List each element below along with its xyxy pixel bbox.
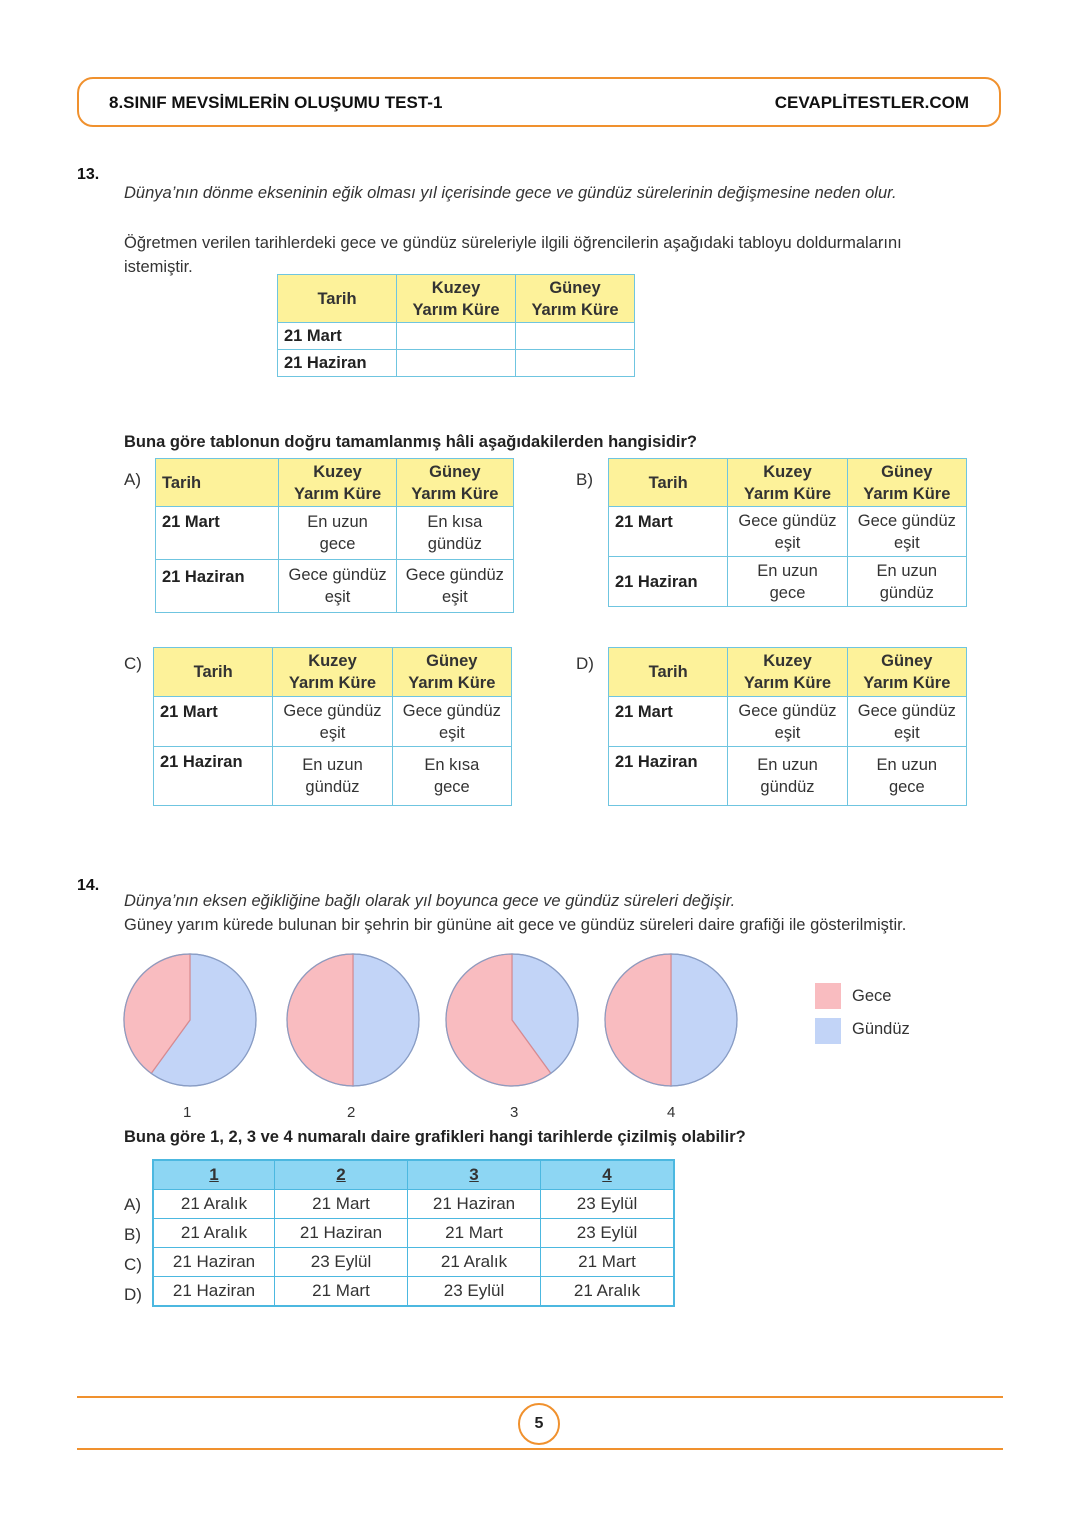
footer-divider-bottom [77,1448,1003,1450]
col-header-1: 1 [153,1160,275,1190]
cell: En uzun gece [279,507,396,560]
empty-cell [397,323,516,350]
cell: En kısa gece [392,747,511,806]
pie-label-3: 3 [510,1104,519,1121]
row-21-haziran: 21 Haziran [278,350,397,377]
option-b-label[interactable]: B) [576,470,593,489]
header-tarih: Tarih [154,648,273,697]
empty-cell [516,350,635,377]
pie-2-gece-slice [287,954,353,1086]
cell: En uzun gece [847,747,966,806]
page-header [77,77,1001,127]
header-kuzey: Kuzey Yarım Küre [273,648,392,697]
option-d-label[interactable]: D) [576,654,594,673]
pie-label-1: 1 [183,1104,192,1121]
pie-label-2: 2 [347,1104,356,1121]
row-21-haziran: 21 Haziran [609,557,728,607]
cell: Gece gündüz eşit [392,697,511,747]
cell: Gece gündüz eşit [279,560,396,613]
question-13-prompt: Buna göre tablonun doğru tamamlanmış hâli aşağıdakilerden hangisidir? [124,433,698,451]
answer-row-c[interactable] [153,1248,674,1277]
header-guney: Güney Yarım Küre [847,648,966,697]
cell: Gece gündüz eşit [847,507,966,557]
row-21-haziran: 21 Haziran [156,560,279,613]
cell: En kısa gündüz [396,507,513,560]
table-cell: 21 Mart [541,1248,675,1277]
cell: Gece gündüz eşit [728,697,847,747]
row-21-haziran: 21 Haziran [609,747,728,806]
legend-gunduz-label: Gündüz [852,1020,910,1038]
pie-4-gunduz-slice [671,954,737,1086]
header-kuzey: Kuzey Yarım Küre [279,459,396,507]
header-tarih: Tarih [278,275,397,323]
question-13-intro: Dünya’nın dönme ekseninin eğik olması yıl içerisinde gece ve gündüz sürelerinin değişmesine neden olur. [124,184,897,202]
header-tarih: Tarih [609,459,728,507]
col-header-4: 4 [541,1160,675,1190]
answer-row-a[interactable] [153,1190,674,1219]
option-b-table[interactable] [608,458,967,607]
cell: Gece gündüz eşit [273,697,392,747]
header-kuzey: Kuzey Yarım Küre [728,648,847,697]
option-b-label[interactable]: B) [124,1225,141,1244]
empty-cell [516,323,635,350]
header-guney: Güney Yarım Küre [516,275,635,323]
table-cell: 23 Eylül [408,1277,541,1307]
legend-gunduz-swatch [815,1018,841,1044]
row-21-mart: 21 Mart [609,697,728,747]
row-21-mart: 21 Mart [609,507,728,557]
question-14-number: 14. [77,877,100,894]
table-cell: 21 Mart [275,1277,408,1307]
table-cell: 21 Haziran [153,1248,275,1277]
option-d-table[interactable] [608,647,967,806]
header-guney: Güney Yarım Küre [392,648,511,697]
test-title: 8.SINIF MEVSİMLERİN OLUŞUMU TEST-1 [109,93,443,112]
pie-charts [115,945,755,1095]
table-cell: 21 Aralık [541,1277,675,1307]
option-c-label[interactable]: C) [124,1255,142,1274]
col-header-3: 3 [408,1160,541,1190]
table-cell: 23 Eylül [541,1190,675,1219]
table-cell: 23 Eylül [541,1219,675,1248]
table-cell: 21 Aralık [408,1248,541,1277]
table-cell: 21 Aralık [153,1190,275,1219]
empty-cell [397,350,516,377]
header-guney: Güney Yarım Küre [396,459,513,507]
footer-divider-top [77,1396,1003,1398]
option-c-label[interactable]: C) [124,654,142,673]
row-21-haziran: 21 Haziran [154,747,273,806]
answer-row-b[interactable] [153,1219,674,1248]
question-14-intro: Dünya’nın eksen eğikliğine bağlı olarak yıl boyunca gece ve gündüz süreleri değişir. [124,892,736,910]
page-number: 5 [518,1403,560,1445]
table-cell: 21 Mart [275,1190,408,1219]
question-14-answer-table [152,1159,675,1307]
header-kuzey: Kuzey Yarım Küre [397,275,516,323]
pie-2-gunduz-slice [353,954,419,1086]
legend-gece-label: Gece [852,987,892,1005]
header-tarih: Tarih [609,648,728,697]
table-cell: 21 Haziran [275,1219,408,1248]
site-name: CEVAPLİTESTLER.COM [774,93,969,112]
question-14-prompt: Buna göre 1, 2, 3 ve 4 numaralı daire grafikleri hangi tarihlerde çizilmiş olabilir? [124,1128,746,1146]
question-14-description: Güney yarım kürede bulunan bir şehrin bir gününe ait gece ve gündüz süreleri daire grafiği ile gösterilmiştir. [124,916,907,934]
header-guney: Güney Yarım Küre [847,459,966,507]
option-a-label[interactable]: A) [124,470,141,489]
option-a-label[interactable]: A) [124,1195,141,1214]
legend-gece-swatch [815,983,841,1009]
question-13-instruction-line2: istemiştir. [124,258,193,276]
option-c-table[interactable] [153,647,512,806]
cell: Gece gündüz eşit [396,560,513,613]
option-a-table[interactable] [155,458,514,613]
row-21-mart: 21 Mart [278,323,397,350]
header-kuzey: Kuzey Yarım Küre [728,459,847,507]
question-13-instruction-line1: Öğretmen verilen tarihlerdeki gece ve gündüz süreleriyle ilgili öğrencilerin aşağıdaki tabloyu doldurmalarını [124,234,902,252]
cell: En uzun gece [728,557,847,607]
cell: En uzun gündüz [273,747,392,806]
row-21-mart: 21 Mart [154,697,273,747]
question-13-blank-table [277,274,635,377]
table-cell: 23 Eylül [275,1248,408,1277]
option-d-label[interactable]: D) [124,1285,142,1304]
header-tarih: Tarih [156,459,279,507]
cell: Gece gündüz eşit [847,697,966,747]
table-cell: 21 Haziran [408,1190,541,1219]
question-13-number: 13. [77,166,100,183]
col-header-2: 2 [275,1160,408,1190]
pie-4-gece-slice [605,954,671,1086]
cell: Gece gündüz eşit [728,507,847,557]
answer-row-d[interactable] [153,1277,674,1307]
cell: En uzun gündüz [728,747,847,806]
table-cell: 21 Mart [408,1219,541,1248]
table-cell: 21 Haziran [153,1277,275,1307]
pie-label-4: 4 [667,1104,676,1121]
cell: En uzun gündüz [847,557,966,607]
table-cell: 21 Aralık [153,1219,275,1248]
row-21-mart: 21 Mart [156,507,279,560]
